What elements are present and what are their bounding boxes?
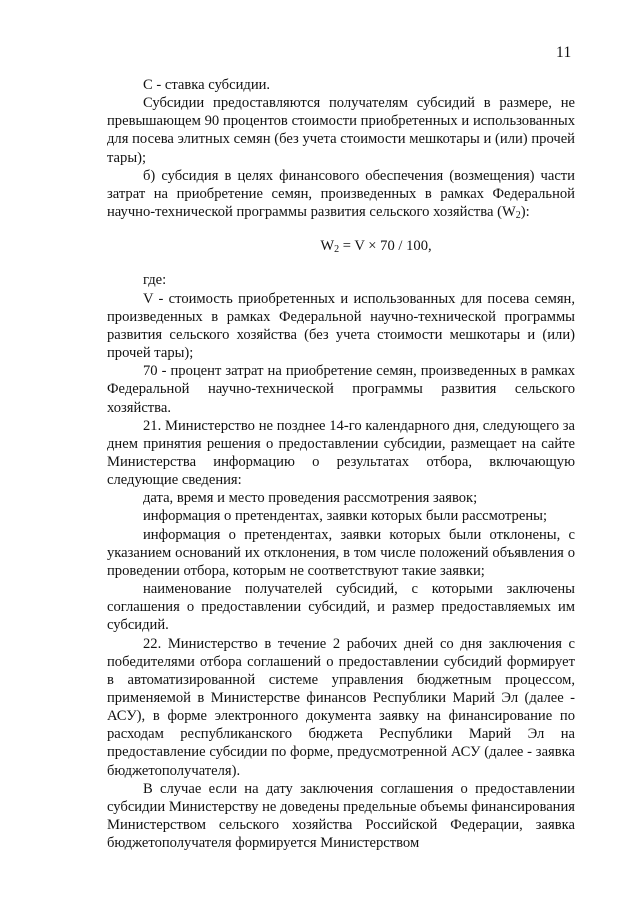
paragraph-section-22: 22. Министерство в течение 2 рабочих дней со дня заключения с победителями отбора соглашений о предоставлении субсидий формирует в автоматизированной системе управления бюджетным процессом, применяемой в Министерстве финансов Республики Марий Эл (далее - АСУ), в форме электронного документа заявку на финансирование по расходам республиканского бюджета Республики Марий Эл на предоставление субсидии по форме, предусмотренной АСУ (далее - заявка бюджетополучателя).	[107, 635, 575, 779]
list-item-recipients: наименование получателей субсидий, с которыми заключены соглашения о предоставлении субсидий, и размер предоставляемых им субсидий.	[107, 581, 575, 634]
formula-rhs: = V × 70 / 100,	[339, 238, 432, 255]
paragraph-v-definition: V - стоимость приобретенных и использованных для посева семян, произведенных в рамках Федеральной научно-технической программы развития сельского хозяйства (без учета стоимости мешкотары и (или) прочей тары);	[107, 290, 575, 362]
paragraph-subsidy-b-end: ):	[520, 204, 530, 221]
formula-lhs: W	[320, 238, 335, 255]
list-item-date-time-place: дата, время и место проведения рассмотрения заявок;	[143, 490, 478, 507]
paragraph-where: где:	[143, 272, 167, 289]
paragraph-subsidy-b	[107, 167, 575, 225]
page-number: 11	[556, 44, 572, 61]
paragraph-rate-definition: С - ставка субсидии.	[143, 77, 271, 93]
paragraph-section-21: 21. Министерство не позднее 14-го календарного дня, следующего за днем принятия решения о предоставлении субсидии, размещает на сайте Министерства информацию о результатах отбора, включающую следующие сведения:	[107, 417, 575, 489]
paragraph-subsidy-b-text: б) субсидия в целях финансового обеспечения (возмещения) части затрат на приобретение семян, произведенных в рамках Федеральной научно-технической программы развития сельского хозяйства (W	[107, 167, 575, 221]
document-body	[107, 76, 575, 852]
formula-w2	[107, 225, 575, 271]
paragraph-limits-not-delivered: В случае если на дату заключения соглашения о предоставлении субсидии Министерству не доведены предельные объемы финансирования Министерством сельского хозяйства Российской Федерации, заявка бюджетополучателя формируется Министерством	[107, 780, 575, 852]
paragraph-70-definition: 70 - процент затрат на приобретение семян, произведенных в рамках Федеральной научно-технической программы развития сельского хозяйства.	[107, 363, 575, 416]
paragraph-subsidy-b-subscript: 2	[515, 210, 521, 222]
paragraph-subsidy-limit: Субсидии предоставляются получателям субсидий в размере, не превышающем 90 процентов стоимости приобретенных и использованных для посева элитных семян (без учета стоимости мешкотары и (или) прочей тары);	[107, 95, 575, 166]
list-item-reviewed-applicants: информация о претендентах, заявки которых были рассмотрены;	[143, 508, 547, 525]
formula-subscript: 2	[334, 244, 340, 256]
list-item-rejected-applicants: информация о претендентах, заявки которых были отклонены, с указанием оснований их отклонения, в том числе положений объявления о проведении отбора, которым не соответствуют такие заявки;	[107, 526, 575, 579]
